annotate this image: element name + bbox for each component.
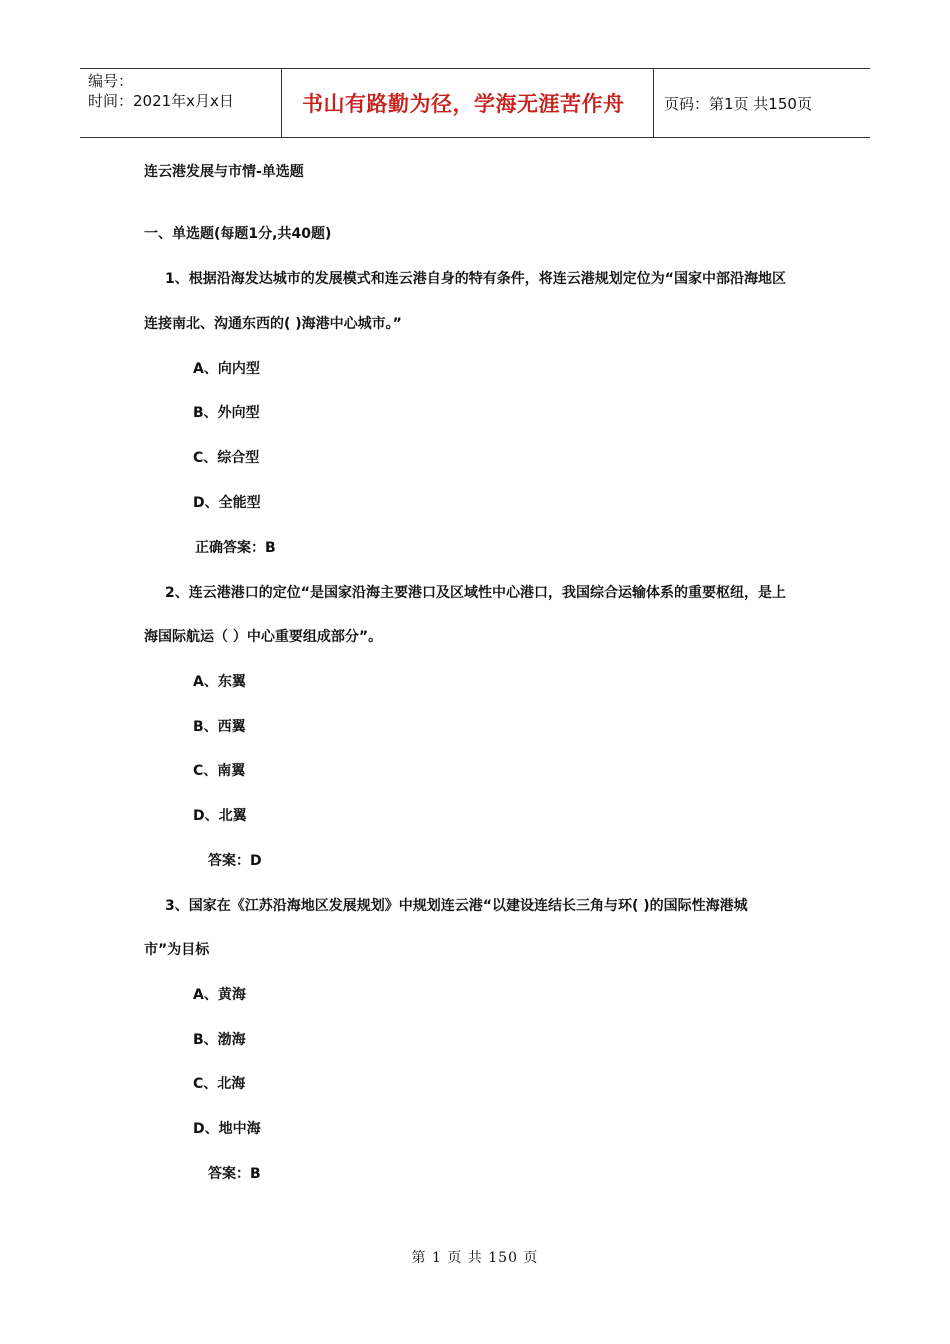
- page-header: [80, 68, 870, 138]
- question-2-option-b: B、西翼: [193, 719, 246, 735]
- doc-title: 连云港发展与市情-单选题: [144, 164, 304, 180]
- question-1-line-2: 连接南北、沟通东西的( )海港中心城市。”: [144, 316, 402, 332]
- question-3-answer: 答案：B: [208, 1166, 261, 1182]
- header-motto: [282, 69, 654, 137]
- question-2-option-d: D、北翼: [193, 808, 247, 824]
- question-2-line-2: 海国际航运（ ）中心重要组成部分”。: [144, 629, 383, 645]
- section-title: 一、单选题(每题1分,共40题): [144, 226, 332, 242]
- page-label: 页码：第1页 共150页: [664, 94, 812, 113]
- question-1-option-d: D、全能型: [193, 495, 261, 511]
- header-meta: [80, 69, 282, 137]
- question-1-option-c: C、综合型: [193, 450, 260, 466]
- question-1-line-1: 1、根据沿海发达城市的发展模式和连云港自身的特有条件，将连云港规划定位为“国家中部沿海地区: [165, 271, 786, 287]
- question-1-option-b: B、外向型: [193, 405, 260, 421]
- question-2-answer: 答案：D: [208, 853, 262, 869]
- question-2-option-a: A、东翼: [193, 674, 246, 690]
- question-3-option-b: B、渤海: [193, 1032, 246, 1048]
- question-3-line-2: 市”为目标: [144, 942, 210, 958]
- question-1-option-a: A、向内型: [193, 361, 260, 377]
- code-label: 编号：: [88, 72, 134, 90]
- question-3-option-a: A、黄海: [193, 987, 246, 1003]
- date-label: 时间：2021年x月x日: [88, 92, 234, 110]
- motto-text: 书山有路勤为径，学海无涯苦作舟: [302, 91, 625, 116]
- header-page-info: [654, 69, 870, 137]
- question-2-line-1: 2、连云港港口的定位“是国家沿海主要港口及区域性中心港口，我国综合运输体系的重要枢纽，是上: [165, 585, 786, 601]
- question-3-line-1: 3、国家在《江苏沿海地区发展规划》中规划连云港“以建设连结长三角与环( )的国际性海港城: [165, 898, 748, 914]
- question-3-option-d: D、地中海: [193, 1121, 261, 1137]
- question-3-option-c: C、北海: [193, 1076, 246, 1092]
- page-footer: 第 1 页 共 150 页: [411, 1250, 539, 1266]
- question-1-answer: 正确答案：B: [195, 540, 276, 556]
- question-2-option-c: C、南翼: [193, 763, 246, 779]
